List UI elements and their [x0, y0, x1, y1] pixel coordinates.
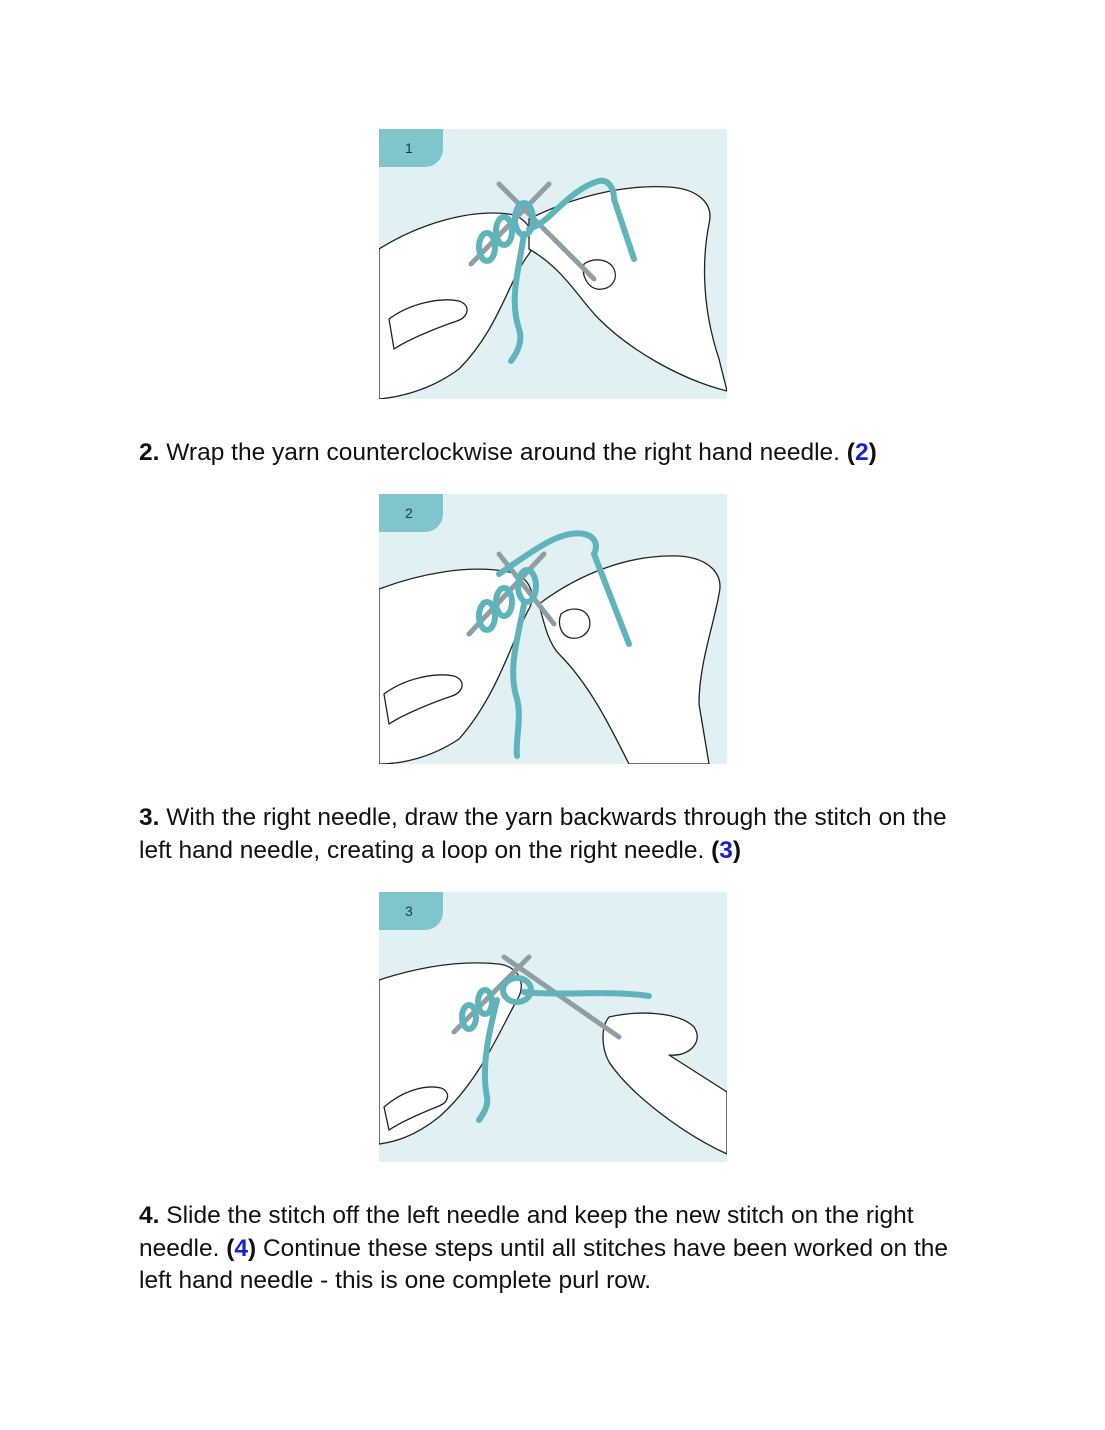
step-number: 4.	[139, 1202, 160, 1229]
step-text: Slide the stitch off the left needle and keep the new stitch on the right needle.	[139, 1202, 914, 1262]
step-4-paragraph	[139, 1200, 969, 1298]
figure-reference: (4)	[226, 1234, 257, 1262]
step-text: Wrap the yarn counterclockwise around the right hand needle.	[159, 439, 847, 466]
step-2-paragraph	[139, 437, 969, 470]
step-illustration-3	[379, 892, 727, 1162]
figure-reference: (2)	[846, 439, 877, 466]
knitting-hands-illustration	[379, 892, 727, 1162]
figure-label-tab	[379, 892, 443, 930]
step-text-after: Continue these steps until all stitches have been worked on the left hand needle - this is one complete purl row.	[139, 1234, 949, 1294]
figure-label-tab	[379, 494, 443, 532]
step-number: 2.	[139, 439, 160, 466]
knitting-hands-illustration	[379, 494, 727, 764]
figure-number: 1	[405, 140, 413, 156]
knitting-hands-illustration	[379, 129, 727, 399]
step-illustration-2	[379, 494, 727, 764]
step-number: 3.	[139, 804, 160, 831]
figure-label-tab	[379, 129, 443, 167]
figure-number: 2	[405, 505, 413, 521]
step-text: With the right needle, draw the yarn backwards through the stitch on the left hand needle, creating a loop on the right needle.	[139, 804, 947, 864]
figure-number: 3	[405, 903, 413, 919]
figure-reference-number: 2	[854, 439, 869, 466]
figure-reference: (3)	[711, 836, 742, 864]
step-3-paragraph	[139, 802, 969, 867]
figure-reference-number: 4	[234, 1234, 248, 1262]
step-illustration-1	[379, 129, 727, 399]
figure-reference-number: 3	[719, 836, 733, 864]
